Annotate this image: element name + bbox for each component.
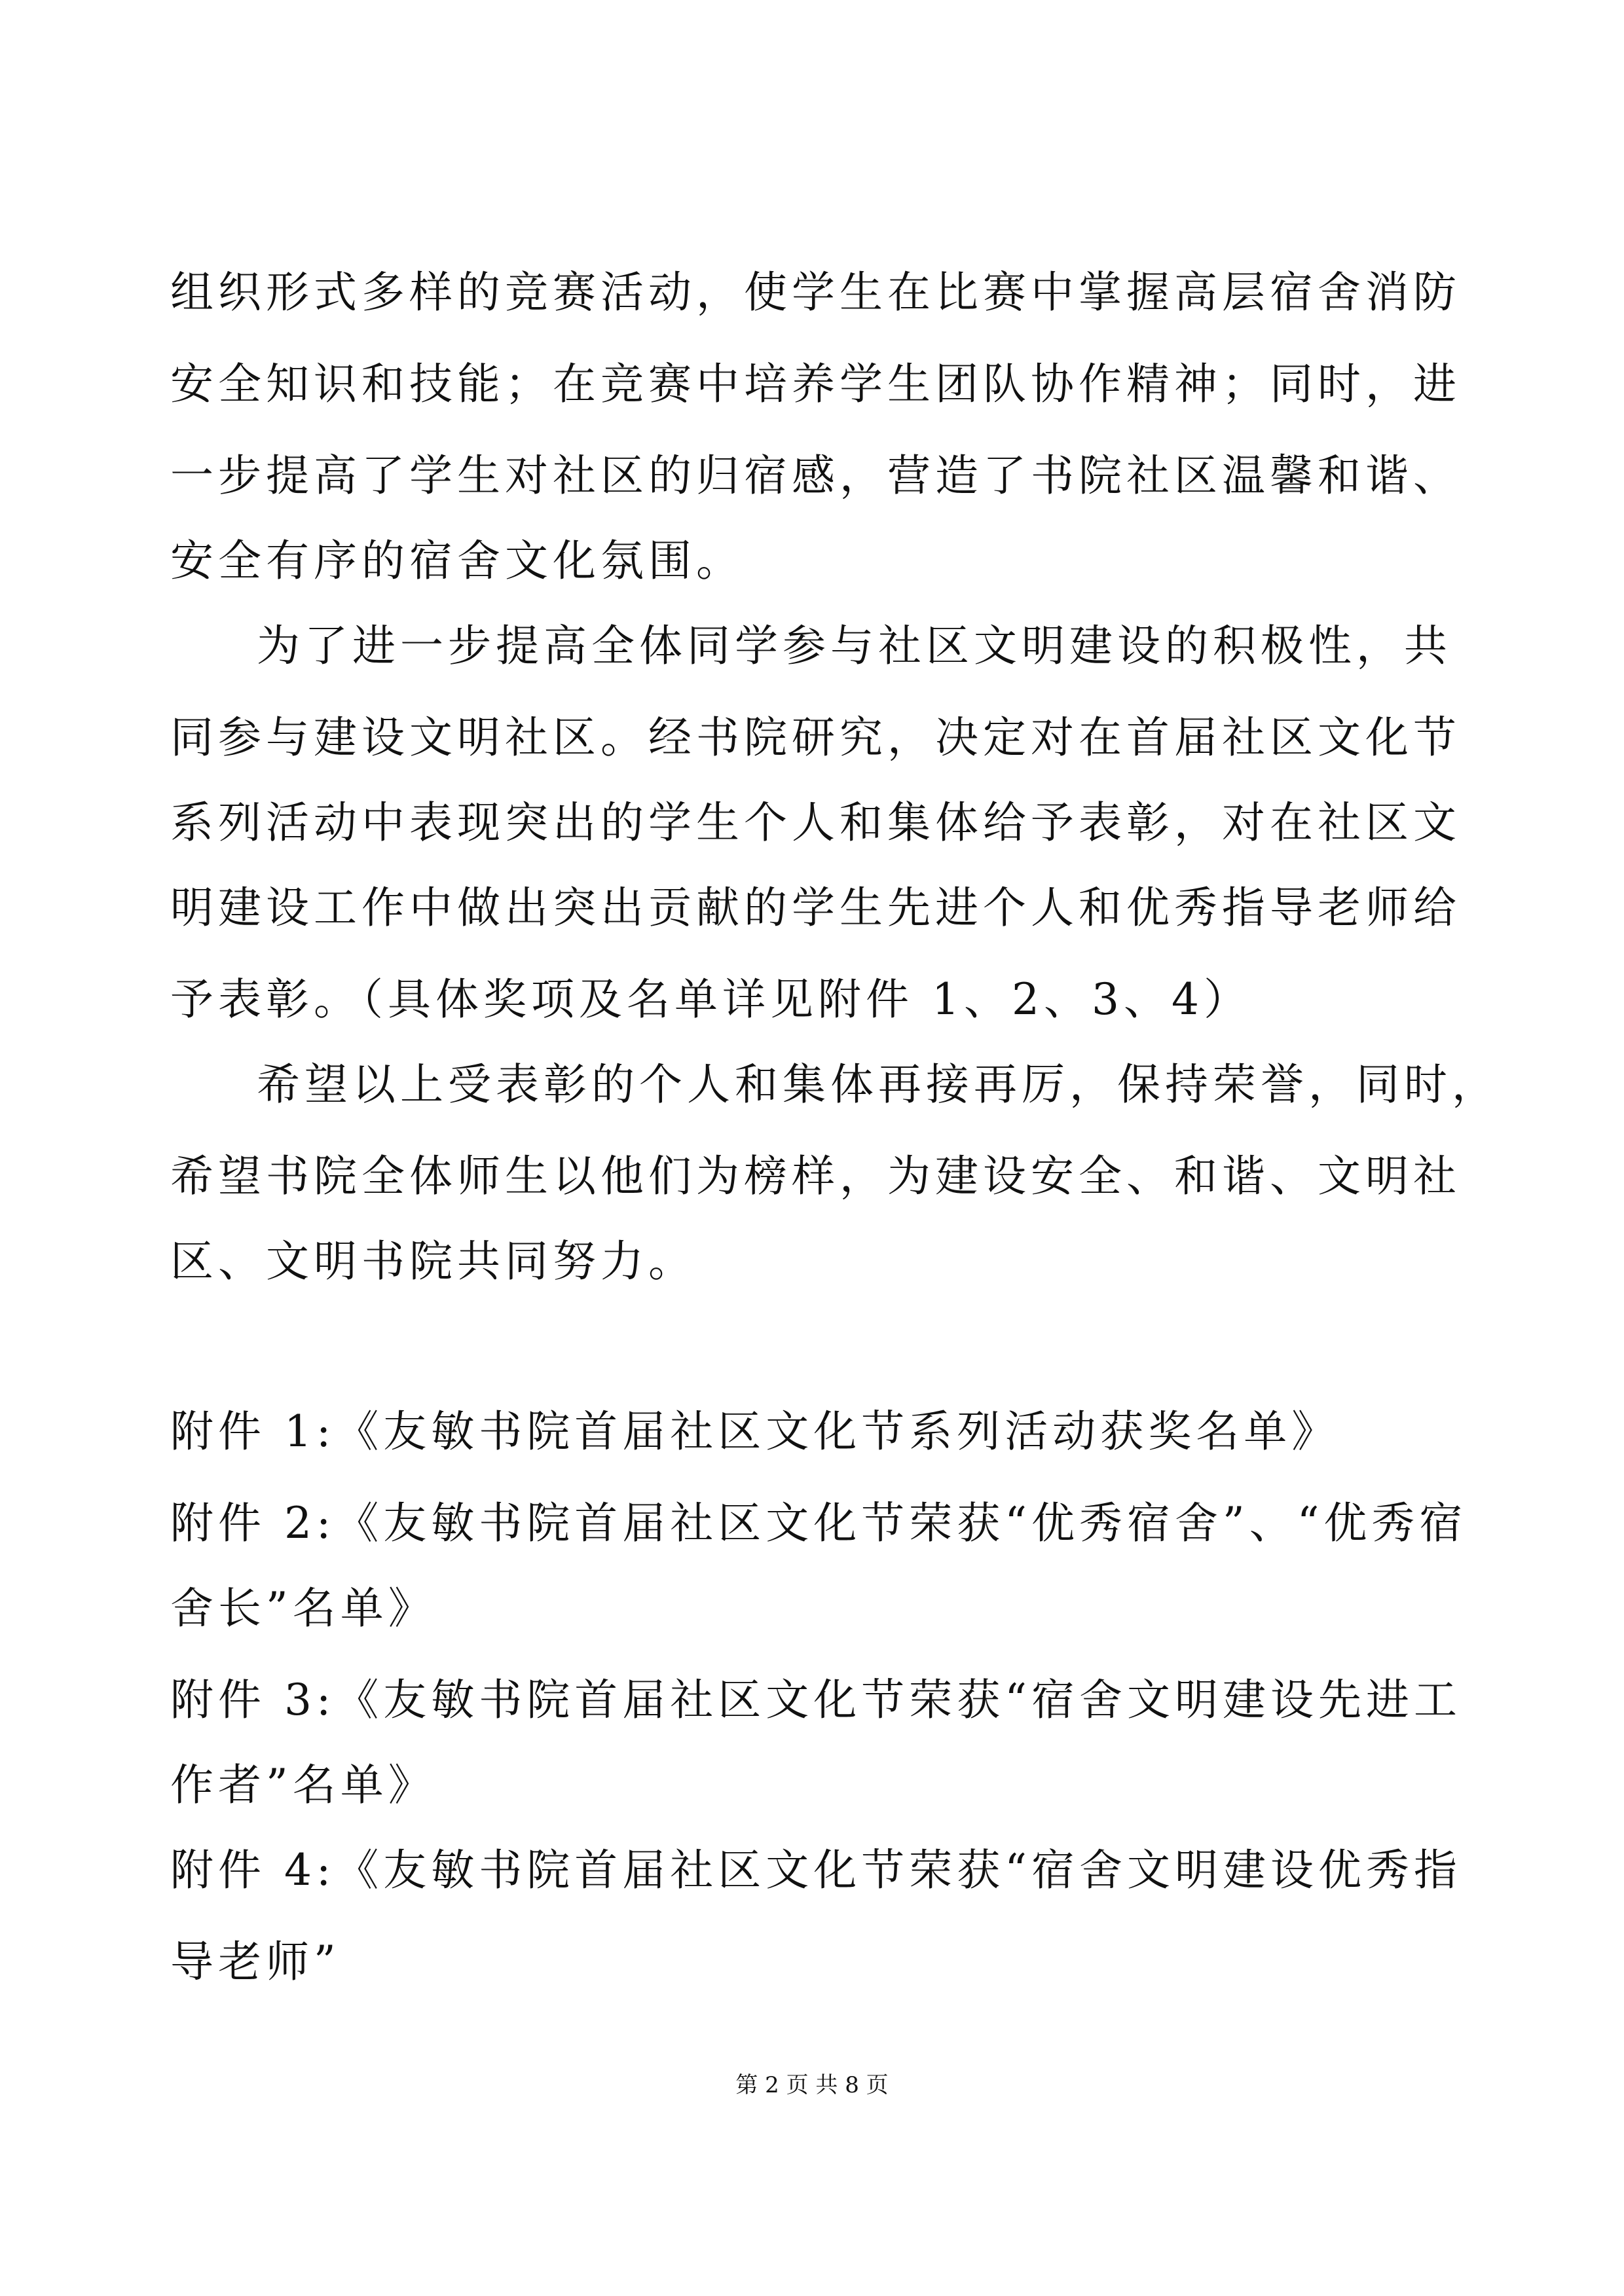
body-text-line: 组织形式多样的竞赛活动，使学生在比赛中掌握高层宿舍消防 [170,267,1461,318]
body-text-line: 明建设工作中做出突出贡献的学生先进个人和优秀指导老师给 [170,883,1461,933]
body-text-line: 安全知识和技能；在竞赛中培养学生团队协作精神；同时，进 [170,359,1461,409]
body-text-line: 安全有序的宿舍文化氛围。 [170,536,744,586]
attachment-line: 附件 4:《友敏书院首届社区文化节荣获“宿舍文明建设优秀指 [170,1845,1462,1895]
body-text-line: 一步提高了学生对社区的归宿感，营造了书院社区温馨和谐、 [170,450,1461,501]
attachment-line: 附件 1:《友敏书院首届社区文化节系列活动获奖名单》 [170,1406,1340,1457]
body-text-line: 为了进一步提高全体同学参与社区文明建设的积极性，共 [257,621,1452,671]
body-text-line: 系列活动中表现突出的学生个人和集体给予表彰，对在社区文 [170,797,1461,848]
body-text-line: 区、文明书院共同努力。 [170,1236,696,1286]
body-text-line: 希望以上受表彰的个人和集体再接再厉，保持荣誉，同时， [257,1059,1500,1110]
page-number-footer: 第 2 页 共 8 页 [735,2072,889,2098]
body-text-line: 予表彰。（具体奖项及名单详见附件 1、2、3、4） [170,974,1251,1025]
attachment-line: 附件 2:《友敏书院首届社区文化节荣获“优秀宿舍”、“优秀宿 [170,1498,1467,1548]
body-text-line: 希望书院全体师生以他们为榜样，为建设安全、和谐、文明社 [170,1151,1461,1201]
attachment-line: 导老师” [170,1937,341,1987]
attachment-line: 作者”名单》 [170,1760,436,1810]
body-text-line: 同参与建设文明社区。经书院研究，决定对在首届社区文化节 [170,712,1461,763]
attachment-line: 舍长”名单》 [170,1583,436,1633]
attachment-line: 附件 3:《友敏书院首届社区文化节荣获“宿舍文明建设先进工 [170,1675,1462,1725]
